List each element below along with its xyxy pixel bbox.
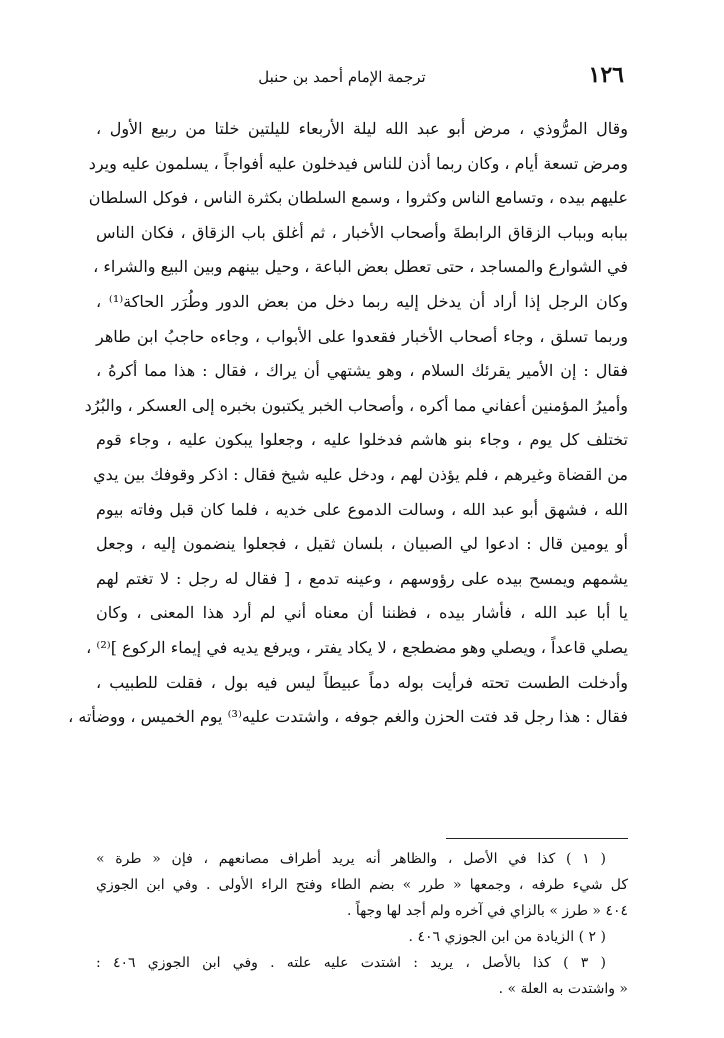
footnote-line: كل شيء طرفه ، وجمعها « طرر » بضم الطاء وفتح الراء الأولى . وفي ابن الجوزي — [96, 877, 628, 893]
text-line: يصلي قاعداً ، ويصلي وهو مضطجع ، لا يكاد يفتر ، ويرفع يديه في إيماء الركوع ]⁽²⁾ ، — [86, 637, 628, 657]
footnote-line: ( ٢ ) الزيادة من ابن الجوزي ٤٠٦ . — [408, 929, 606, 945]
text-line: يشمهم ويمسح بيده على رؤوسهم ، وعينه تدمع ، [ فقال له رجل : لا تغتم لهم — [96, 568, 628, 588]
page-header — [60, 62, 624, 92]
text-line: أو يومين قال : ادعوا لي الصبيان ، بلسان ثقيل ، فجعلوا ينضمون إليه ، وجعل — [96, 534, 628, 554]
text-line: فقال : هذا رجل قد فتت الحزن والغم جوفه ، واشتدت عليه⁽³⁾ يوم الخميس ، ووضأته ، — [68, 707, 628, 727]
text-line: فقال : إن الأمير يقرئك السلام ، وهو يشتهي أن يراك ، فقال : هذا مما أكرهُ ، — [96, 361, 628, 381]
text-line: الله ، فشهق أبو عبد الله ، وسالت الدموع على خديه ، فلما كان قبل وفاته بيوم — [96, 499, 628, 519]
main-text — [68, 112, 629, 735]
text-line: وأميرُ المؤمنين أعفاني مما أكره ، وأصحاب الخبر يكتبون بخبره إلى العسكر ، والبُرُد — [84, 395, 628, 415]
page-number: ١٢٦ — [588, 62, 624, 88]
footnotes — [96, 846, 628, 1002]
footnote-separator — [446, 838, 628, 839]
text-line: في الشوارع والمساجد ، حتى تعطل بعض الباعة ، وحيل بينهم وبين البيع والشراء ، — [93, 257, 628, 277]
text-line: من القضاة وغيرهم ، فلم يؤذن لهم ، ودخل عليه شيخ فقال : اذكر وقوفك بين يدي — [93, 464, 628, 484]
text-line: عليهم بيده ، وتسامع الناس وكثروا ، وسمع السلطان بكثرة الناس ، فوكل السلطان — [88, 188, 628, 208]
text-line: ببابه وبباب الزقاق الرابطةَ وأصحاب الأخبار ، ثم أغلق باب الزقاق ، فكان الناس — [96, 222, 628, 242]
text-line: وقال المرُّوذي ، مرض أبو عبد الله ليلة الأربعاء لليلتين خلتا من ربيع الأول ، — [96, 119, 629, 138]
running-title: ترجمة الإمام أحمد بن حنبل — [258, 68, 426, 86]
text-line: وأدخلت الطست تحته فرأيت بوله دماً عبيطاً ليس فيه بول ، فقلت للطبيب ، — [96, 672, 628, 692]
text-line: تختلف كل يوم ، وجاء بنو هاشم فدخلوا عليه ، وجعلوا يبكون عليه ، وجاء قوم — [96, 430, 629, 450]
footnote-line: ( ١ ) كذا في الأصل ، والظاهر أنه يريد أطراف مصانعهم ، فإن « طرة » — [96, 851, 606, 867]
footnote-line: « واشتدت به العلة » . — [498, 981, 628, 997]
text-line: ومرض تسعة أيام ، وكان ربما أذن للناس فيدخلون عليه أفواجاً ، يسلمون عليه ويرد — [88, 153, 628, 173]
footnote-line: ٤٠٤ « طرز » بالزاي في آخره ولم أجد لها وجهاً . — [346, 903, 628, 919]
text-line: وربما تسلق ، وجاء أصحاب الأخبار فقعدوا على الأبواب ، وجاءه حاجبُ ابن طاهر — [96, 326, 628, 346]
footnote-line: ( ٣ ) كذا بالأصل ، يريد : اشتدت عليه علته . وفي ابن الجوزي ٤٠٦ : — [96, 955, 606, 971]
text-line: يا أبا عبد الله ، فأشار بيده ، فظننا أن معناه أني لم أرد هذا المعنى ، وكان — [96, 603, 629, 623]
text-line: وكان الرجل إذا أراد أن يدخل إليه ربما دخل من بعض الدور وطُرَر الحاكة⁽¹⁾ ، — [96, 291, 628, 311]
